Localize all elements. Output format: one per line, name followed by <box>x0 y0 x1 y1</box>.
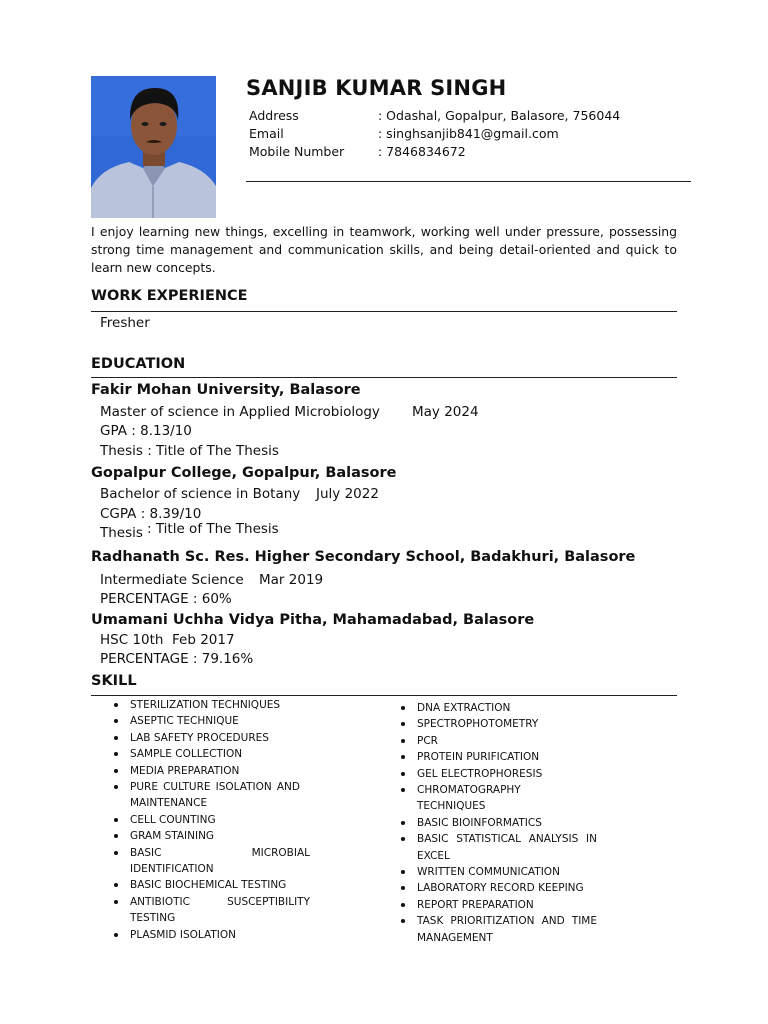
skill-item: PURE CULTURE ISOLATION AND MAINTENANCE <box>112 779 300 812</box>
contact-row-mobile <box>0 144 768 160</box>
skill-item: LAB SAFETY PROCEDURES <box>112 730 310 746</box>
skill-item: DNA EXTRACTION <box>399 700 597 716</box>
thesis-title: Thesis : Title of The Thesis <box>100 443 279 459</box>
skill-item: TASK PRIORITIZATION AND TIME MANAGEMENT <box>399 913 597 946</box>
skill-item: BASIC STATISTICAL ANALYSIS IN EXCEL <box>399 831 597 864</box>
contact-label: Email <box>249 126 284 141</box>
skill-item: PLASMID ISOLATION <box>112 927 310 943</box>
skill-item: ANTIBIOTIC SUSCEPTIBILITY TESTING <box>112 894 310 927</box>
degree: Intermediate Science <box>100 572 244 588</box>
section-heading-work: WORK EXPERIENCE <box>91 288 248 304</box>
section-heading-education: EDUCATION <box>91 356 186 372</box>
skill-item: STERILIZATION TECHNIQUES <box>112 697 310 713</box>
skill-item: BASIC BIOINFORMATICS <box>399 815 597 831</box>
skill-item: GEL ELECTROPHORESIS <box>399 766 597 782</box>
header-divider <box>246 181 691 182</box>
degree: HSC 10th <box>100 632 164 648</box>
candidate-name: SANJIB KUMAR SINGH <box>246 76 507 100</box>
profile-summary: I enjoy learning new things, excelling in teamwork, working well under pressure, possessing strong time management and communication skills, and being detail-oriented and quick to learn new concepts. <box>91 224 677 275</box>
skill-item: PROTEIN PURIFICATION <box>399 749 597 765</box>
skill-item: ASEPTIC TECHNIQUE <box>112 713 310 729</box>
skill-item: PCR <box>399 733 597 749</box>
degree-date: Mar 2019 <box>259 572 324 588</box>
institution-name: Radhanath Sc. Res. Higher Secondary School, Badakhuri, Balasore <box>91 549 636 565</box>
institution-name: Fakir Mohan University, Balasore <box>91 382 361 398</box>
degree: Bachelor of science in Botany <box>100 486 301 502</box>
section-divider <box>91 695 677 696</box>
grade-score: PERCENTAGE : 79.16% <box>100 651 254 667</box>
grade-score: CGPA : 8.39/10 <box>100 506 202 522</box>
skill-item: BASIC BIOCHEMICAL TESTING <box>112 877 310 893</box>
section-divider <box>91 377 677 378</box>
contact-label: Mobile Number <box>249 144 345 159</box>
skill-item: BASIC MICROBIAL IDENTIFICATION <box>112 845 310 878</box>
degree-date: May 2024 <box>412 404 479 420</box>
skill-item: WRITTEN COMMUNICATION <box>399 864 597 880</box>
skill-list-left <box>112 697 310 943</box>
thesis-title: : Title of The Thesis <box>147 521 279 537</box>
contact-row-email <box>0 126 768 142</box>
skill-list-right <box>399 700 597 946</box>
skill-item: REPORT PREPARATION <box>399 897 597 913</box>
contact-value: : singhsanjib841@gmail.com <box>378 126 559 141</box>
skill-item: MEDIA PREPARATION <box>112 763 310 779</box>
work-experience-text: Fresher <box>100 315 150 331</box>
contact-value: : 7846834672 <box>378 144 466 159</box>
skill-item: LABORATORY RECORD KEEPING <box>399 880 597 896</box>
institution-name: Umamani Uchha Vidya Pitha, Mahamadabad, Balasore <box>91 612 535 628</box>
grade-score: GPA : 8.13/10 <box>100 423 192 439</box>
skill-item: SAMPLE COLLECTION <box>112 746 310 762</box>
thesis-label: Thesis <box>100 525 143 541</box>
contact-label: Address <box>249 108 299 123</box>
contact-row-address <box>0 108 768 124</box>
skill-item: CELL COUNTING <box>112 812 310 828</box>
grade-score: PERCENTAGE : 60% <box>100 591 232 607</box>
institution-name: Gopalpur College, Gopalpur, Balasore <box>91 465 397 481</box>
skill-item: SPECTROPHOTOMETRY <box>399 716 597 732</box>
skill-item: CHROMATOGRAPHY TECHNIQUES <box>399 782 527 815</box>
skill-item: GRAM STAINING <box>112 828 310 844</box>
degree-date: July 2022 <box>316 486 379 502</box>
degree: Master of science in Applied Microbiology <box>100 404 380 420</box>
section-divider <box>91 311 677 312</box>
degree-date: Feb 2017 <box>172 632 235 648</box>
contact-value: : Odashal, Gopalpur, Balasore, 756044 <box>378 108 621 123</box>
section-heading-skill: SKILL <box>91 673 137 689</box>
